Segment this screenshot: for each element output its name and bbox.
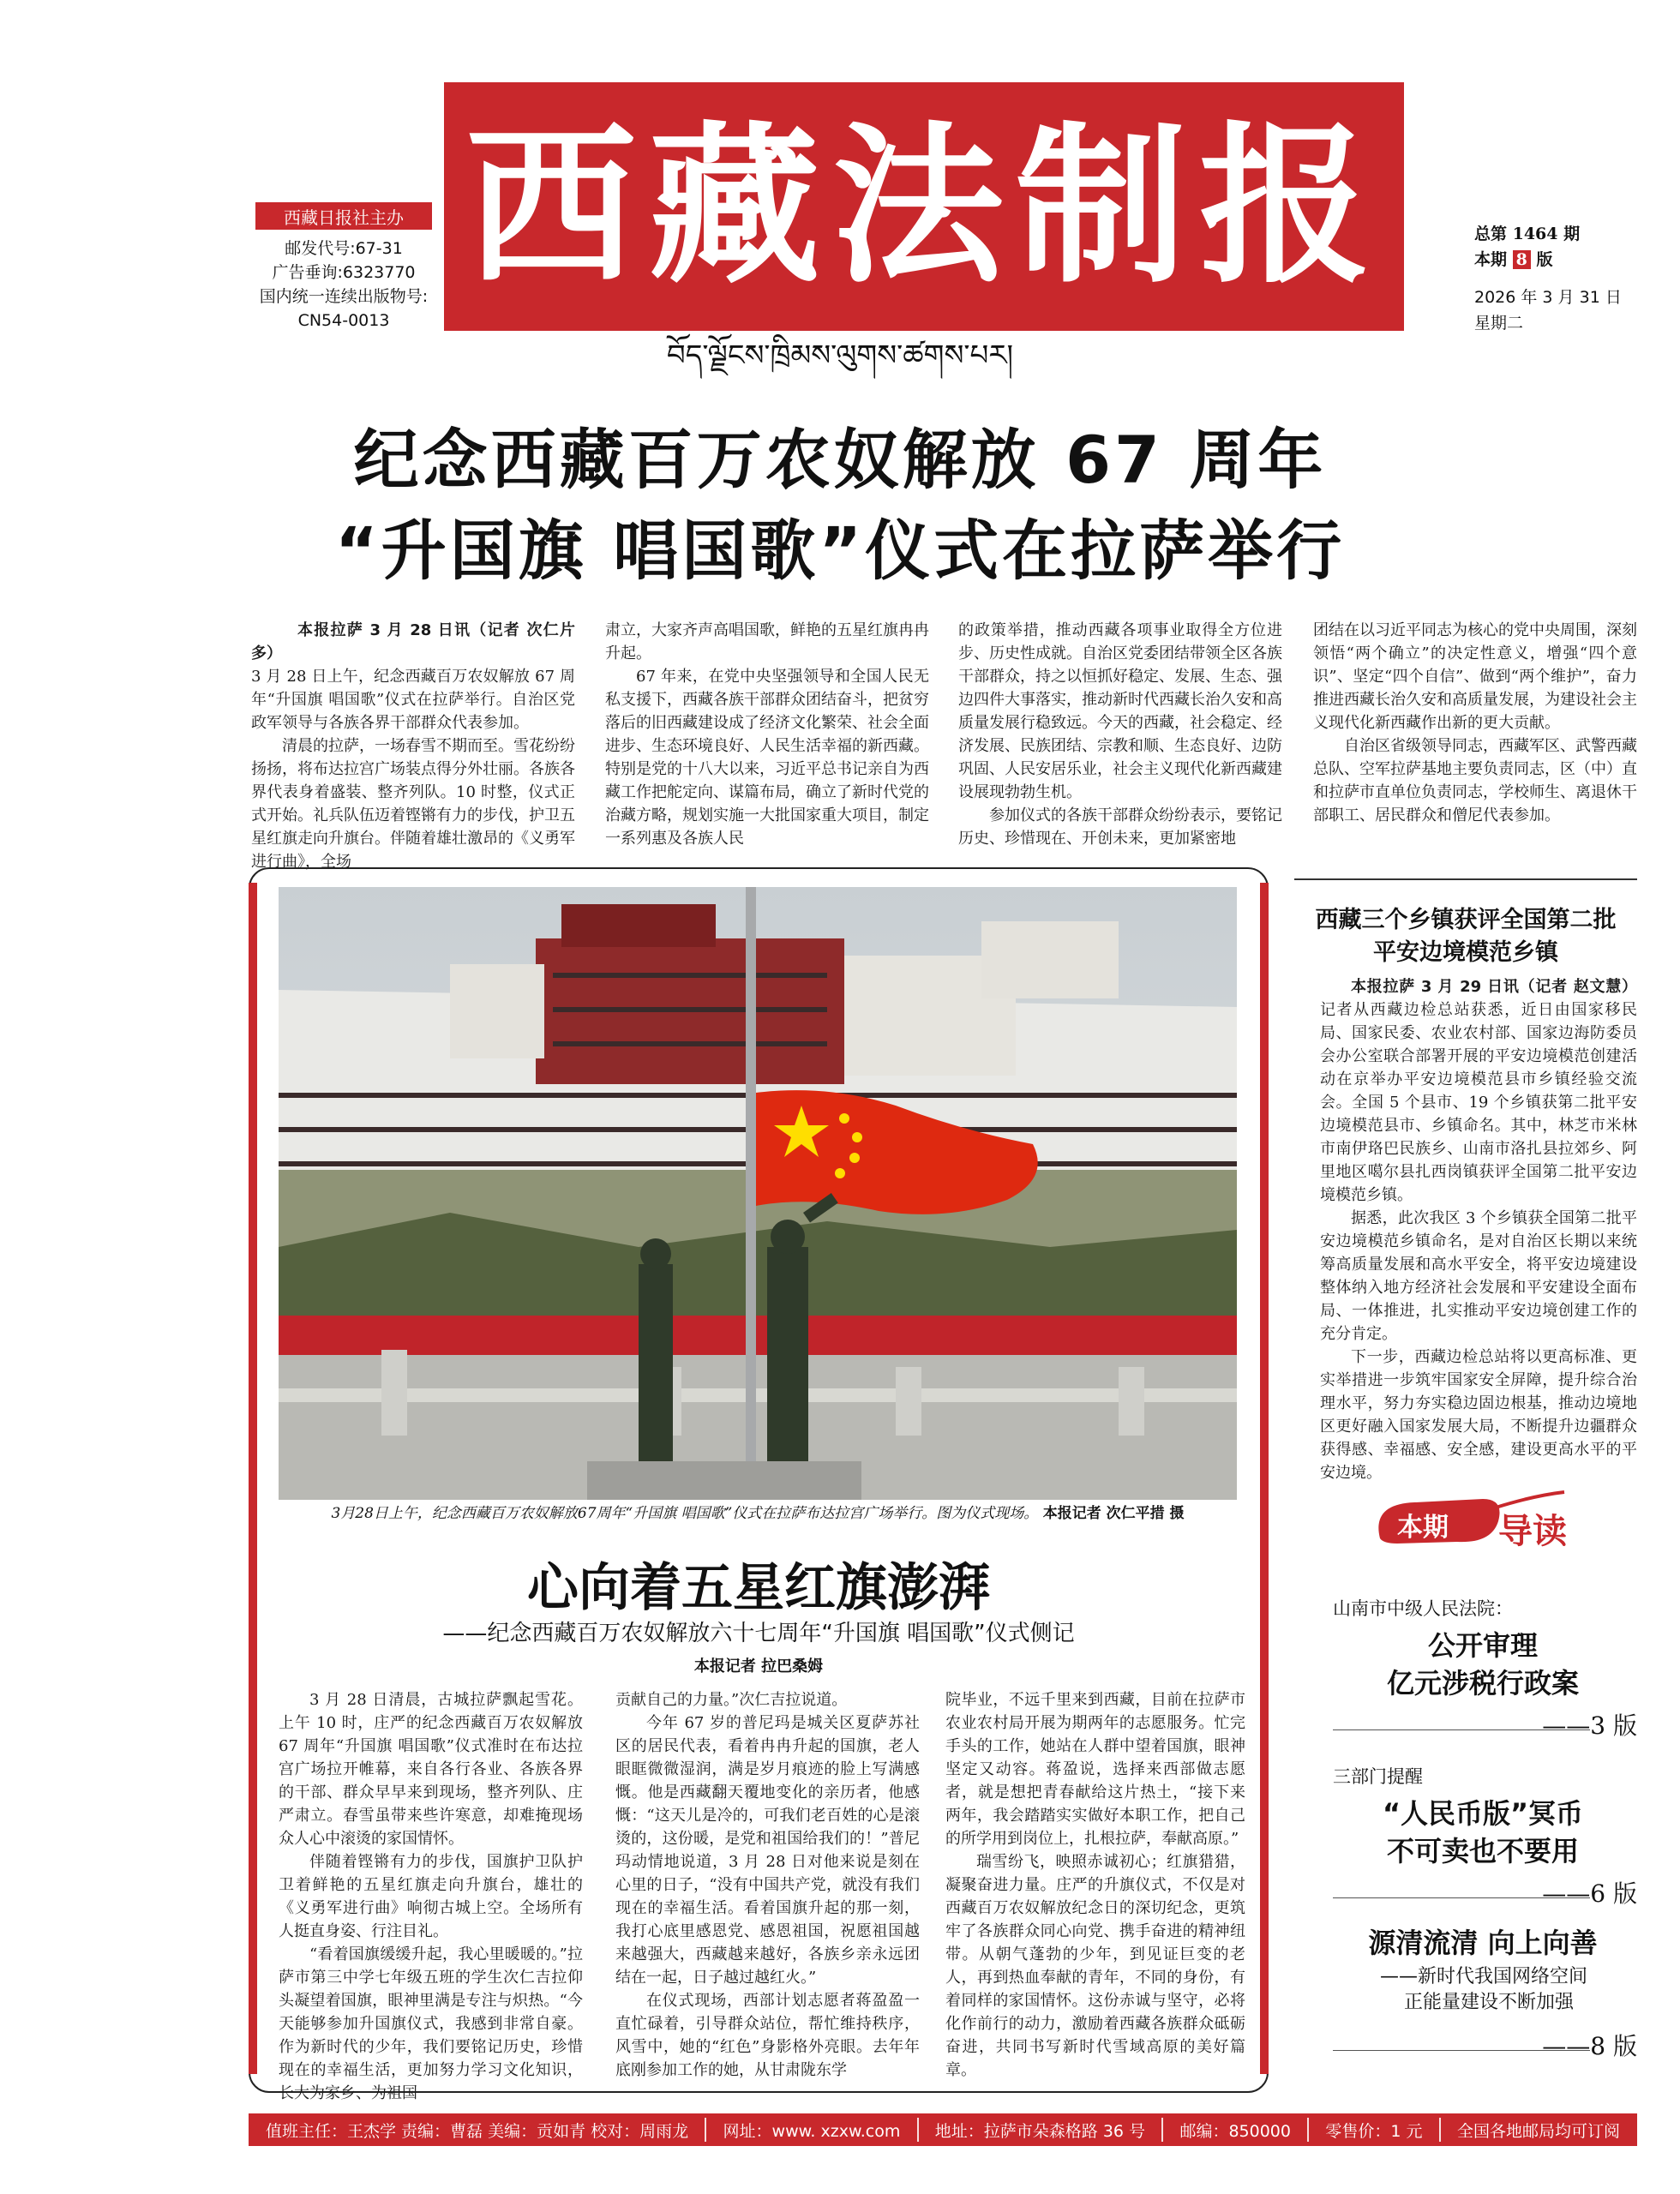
feature-column-3: 院毕业，不远千里来到西藏，目前在拉萨市农业农村局开展为期两年的志愿服务。忙完手头的工作，她站在人群中望着国旗，眼神坚定又动容。蒋盈说，选择来西部做志愿者，就是想把青春献给这片热土，“接下来两年，我会踏踏实实做好本职工作，把自己的所学用到岗位上，扎根拉萨，奉献高原。” 瑞雪纷飞，映照赤诚初心；红旗猎猎，凝聚奋进力量。庄严的升旗仪式，不仅是对西藏百万农奴解放纪念日的深切纪念，更筑牢了各族群众同心向党、携手奋进的精神纽带。从朝气蓬勃的少年，到见证巨变的老人，再到热血奉献的青年，不同的身份，有着同样的家国情怀。这份赤诚与坚守，必将化作前行的动力，激励着西藏各族群众砥砺奋进，共同书写新时代雪域高原的美好篇章。 — [945, 1691, 1245, 2079]
sidebar-divider — [1294, 878, 1637, 880]
lead-column-3: 的政策举措，推动西藏各项事业取得全方位进步、历史性成就。自治区党委团结带领全区各族干部群众，持之以恒抓好稳定、发展、生态、强边四件大事落实，推动新时代西藏长治久安和高质量发展行稳致远。今天的西藏，社会稳定、经济发展、民族团结、宗教和顺、生态良好、边防巩固、人民安居乐业，社会主义现代化新西藏建设展现勃勃生机。 参加仪式的各族干部群众纷纷表示，要铭记历史、珍惜现在、开创未来，更加紧密地 — [958, 621, 1282, 848]
footer-separator — [1439, 2118, 1441, 2142]
total-issue: 总第 1464 期 — [1474, 225, 1581, 243]
newspaper-title: 西藏法制报 — [465, 105, 1383, 307]
footer-separator — [705, 2118, 706, 2142]
footer-separator — [917, 2118, 919, 2142]
cn-number: CN54-0013 — [297, 311, 390, 330]
footer-staff: 值班主任：王杰学 责编：曹磊 美编：贡如青 校对：周雨龙 — [266, 2121, 689, 2141]
guide-item-category: 山南市中级人民法院： — [1333, 1598, 1513, 1619]
feature-column-1: 3 月 28 日清晨，古城拉萨飘起雪花。上午 10 时，庄严的纪念西藏百万农奴解放 67 周年“升国旗 唱国歌”仪式准时在布达拉宫广场拉开帷幕，来自各行各业、各族各界的干部、群众早早来到现场，整齐列队、庄严肃立。春雪虽带来些许寒意，却难掩现场众人心中滚烫的家国情怀。 伴随着铿锵有力的步伐，国旗护卫队护卫着鲜艳的五星红旗走向升旗台，雄壮的《义勇军进行曲》响彻古城上空。全场所有人挺直身姿、行注目礼。 “看着国旗缓缓升起，我心里暖暖的。”拉萨市第三中学七年级五班的学生次仁吉拉仰头凝望着国旗，眼神里满是专注与炽热。“今天能够参加升国旗仪式，我感到非常自豪。作为新时代的少年，我们要铭记历史，珍惜现在的幸福生活，更加努力学习文化知识，长大为家乡、为祖国 — [279, 1691, 583, 2102]
footer-website[interactable]: 网址：www. xzxw.com — [723, 2121, 901, 2141]
feature-subtitle: ——纪念西藏百万农奴解放六十七周年“升国旗 唱国歌”仪式侧记 — [442, 1621, 1075, 1646]
lead-column-2: 肃立，大家齐声高唱国歌，鲜艳的五星红旗冉冉升起。 67 年来，在党中央坚强领导和全国人民无私支援下，西藏各族干部群众团结奋斗，把贫穷落后的旧西藏建设成了经济文化繁荣、社会全面进步、生态环境良好、人民生活幸福的新西藏。特别是党的十八大以来，习近平总书记亲自为西藏工作把舵定向、谋篇布局，确立了新时代党的治藏方略，规划实施一大批国家重大项目，制定一系列惠及各族人民 — [605, 621, 929, 848]
guide-item-title[interactable]: “人民币版”冥币 — [1382, 1797, 1584, 1830]
guide-item-page: ——3 版 — [1542, 1711, 1637, 1740]
guide-badge-label-b: 导读 — [1498, 1512, 1567, 1551]
guide-item-subtitle: 正能量建设不断加强 — [1404, 1992, 1575, 2013]
sponsor-label: 西藏日报社主办 — [255, 202, 432, 230]
sidebar-article-body: 本报拉萨 3 月 29 日讯（记者 赵文慧）记者从西藏边检总站获悉，近日由国家移民局、国家民委、农业农村部、国家边海防委员会办公室联合部署开展的平安边境模范创建活动在京举办平安边境模范县市乡镇经验交流会。全国 5 个县市、19 个乡镇获第二批平安边境模范县市、乡镇命名。其中，林芝市米林市南伊珞巴民族乡、山南市洛扎县拉郊乡、阿里地区噶尔县扎西岗镇获评全国第二批平安边境模范乡镇。 据悉，此次我区 3 个乡镇获全国第二批平安边境模范乡镇命名，是对自治区长期以来统筹高质量发展和高水平安全，将平安边境建设整体纳入地方经济社会发展和平安建设全面布局、一体推进，扎实推动平安边境创建工作的充分肯定。 下一步，西藏边检总站将以更高标准、更实举措进一步筑牢国家安全屏障，提升综合治理水平，努力夯实稳边固边根基，推动边境地区更好融入国家发展大局，不断提升边疆群众获得感、幸福感、安全感，建设更高水平的平安边境。 — [1320, 978, 1637, 1482]
cn-label: 国内统一连续出版物号: — [259, 287, 429, 306]
feature-byline: 本报记者 拉巴桑姆 — [693, 1657, 824, 1675]
lead-headline-1: 纪念西藏百万农奴解放 67 周年 — [353, 422, 1327, 498]
frame-accent-left — [249, 883, 257, 2074]
issue-weekday: 星期二 — [1474, 314, 1524, 333]
postal-code: 邮发代号:67-31 — [285, 239, 403, 258]
tibetan-title: བོད་ལྗོངས་ཁྲིམས་ལུགས་ཚགས་པར། — [666, 339, 1014, 373]
footer-address: 地址：拉萨市朵森格路 36 号 — [934, 2121, 1146, 2141]
guide-item-subtitle: ——新时代我国网络空间 — [1380, 1966, 1588, 1987]
footer-bar — [249, 2113, 1637, 2146]
footer-postcode: 邮编：850000 — [1179, 2121, 1291, 2141]
frame-accent-right — [1260, 883, 1269, 2074]
guide-item-page: ——8 版 — [1542, 2032, 1637, 2060]
ad-hotline: 广告垂询:6323770 — [272, 263, 416, 282]
lead-column-4: 团结在以习近平同志为核心的党中央周围，深刻领悟“两个确立”的决定性意义，增强“四个意识”、坚定“四个自信”、做到“两个维护”，奋力推进西藏长治久安和高质量发展，为建设社会主义现代化新西藏作出新的更大贡献。 自治区省级领导同志，西藏军区、武警西藏总队、空军拉萨基地主要负责同志，区（中）直和拉萨市直单位负责同志，学校师生、离退休干部职工、居民群众和僧尼代表参加。 — [1313, 621, 1637, 824]
footer-price: 零售价：1 元 — [1325, 2121, 1423, 2141]
lead-column-1: 本报拉萨 3 月 28 日讯（记者 次仁片多） 3 月 28 日上午，纪念西藏百万农奴解放 67 周年“升国旗 唱国歌”仪式在拉萨举行。自治区党政军领导与各族各界干部群众代表参加。 清晨的拉萨，一场春雪不期而至。雪花纷纷扬扬，将布达拉宫广场装点得分外壮丽。各族各界代表身着盛装、整齐列队。10 时整，仪式正式开始。礼兵队伍迈着铿锵有力的步伐，护卫五星红旗走向升旗台。伴随着雄壮激昂的《义勇军进行曲》，全场 — [251, 621, 575, 871]
flag-raising-photo — [279, 887, 1237, 1500]
photo-caption: 3月28日上午，纪念西藏百万农奴解放67周年“升国旗 唱国歌”仪式在拉萨布达拉宫广场举行。图为仪式现场。 本报记者 次仁平措 摄 — [331, 1505, 1185, 1522]
guide-item-category: 三部门提醒 — [1333, 1766, 1423, 1787]
lead-headline-2: “升国旗 唱国歌”仪式在拉萨举行 — [334, 513, 1346, 589]
pages-count: 本期 8 版 — [1474, 250, 1553, 269]
footer-separator — [1161, 2118, 1163, 2142]
guide-badge — [1363, 1487, 1586, 1556]
footer-subscribe: 全国各地邮局均可订阅 — [1456, 2121, 1620, 2141]
feature-column-2: 贡献自己的力量。”次仁吉拉说道。 今年 67 岁的普尼玛是城关区夏萨苏社区的居民代表，看着冉冉升起的国旗，老人眼眶微微湿润，满是岁月痕迹的脸上写满感慨。他是西藏翻天覆地变化的亲历者，他感慨：“这天儿是冷的，可我们老百姓的心是滚烫的，这份暖，是党和祖国给我们的！”普尼玛动情地说道，3 月 28 日对他来说是刻在心里的日子，“没有中国共产党，就没有我们现在的幸福生活。看着国旗升起的那一刻，我打心底里感恩党、感恩祖国，祝愿祖国越来越强大，西藏越来越好，各族乡亲永远团结在一起，日子越过越红火。” 在仪式现场，西部计划志愿者蒋盈盈一直忙碌着，引导群众站位，帮忙维持秩序，风雪中，她的“红色”身影格外亮眼。去年年底刚参加工作的她，从甘肃陇东学 — [615, 1691, 920, 2079]
footer-separator — [1307, 2118, 1309, 2142]
guide-item-title[interactable]: 不可卖也不要用 — [1386, 1835, 1579, 1867]
guide-item-page: ——6 版 — [1542, 1879, 1637, 1908]
guide-badge-label-a: 本期 — [1397, 1513, 1449, 1543]
sidebar-article-title: 西藏三个乡镇获评全国第二批 平安边境模范乡镇 — [1315, 907, 1617, 966]
guide-item-title[interactable]: 源清流清 向上向善 — [1368, 1927, 1598, 1959]
masthead-banner — [444, 82, 1404, 331]
guide-item-title[interactable]: 公开审理 — [1427, 1629, 1538, 1662]
issue-date: 2026 年 3 月 31 日 — [1474, 288, 1622, 307]
feature-title: 心向着五星红旗澎湃 — [527, 1558, 990, 1618]
guide-item-title[interactable]: 亿元涉税行政案 — [1386, 1667, 1579, 1699]
photo-illustration — [279, 887, 1237, 1500]
